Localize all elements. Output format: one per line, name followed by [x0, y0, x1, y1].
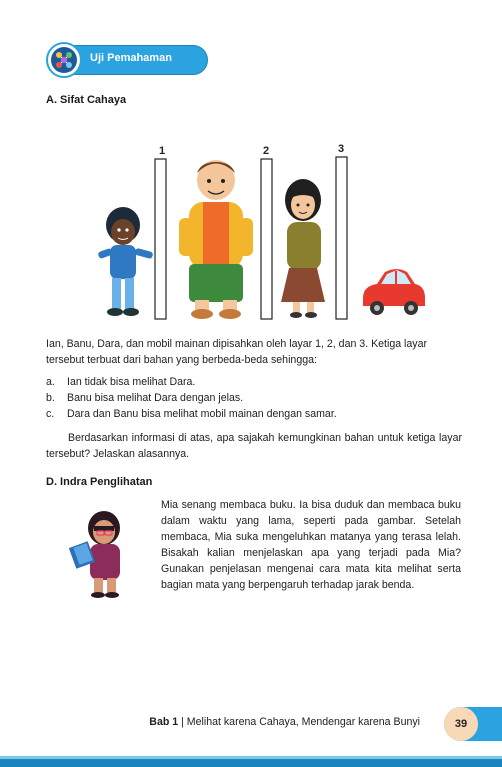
screen-2 [261, 159, 272, 319]
screen-1 [155, 159, 166, 319]
mia-reading-illustration [68, 508, 130, 598]
list-item [46, 374, 462, 390]
footer-chapter: Bab 1 [149, 716, 179, 728]
ian-figure [97, 207, 153, 316]
page-number: 39 [444, 707, 478, 741]
list-text: Ian tidak bisa melihat Dara. [67, 376, 196, 388]
heading-sifat-cahaya: A. Sifat Cahaya [46, 94, 127, 106]
footer-title: Melihat karena Cahaya, Mendengar karena Bunyi [186, 716, 420, 728]
list-text: Banu bisa melihat Dara dengan jelas. [67, 392, 244, 404]
dara-figure [281, 179, 325, 318]
toy-car [363, 269, 425, 315]
conditions-list [46, 374, 462, 422]
molecule-icon [46, 42, 82, 78]
heading-indra-penglihatan: D. Indra Penglihatan [46, 476, 153, 488]
question-paragraph: Berdasarkan informasi di atas, apa sajakah kemungkinan bahan untuk ketiga layar tersebut? Jelaskan alasannya. [46, 432, 462, 460]
footer-separator: | [178, 716, 187, 728]
screen-label-1: 1 [159, 145, 166, 157]
bottom-stripe [0, 759, 502, 767]
list-marker: b. [46, 392, 55, 404]
footer-chapter-title [149, 716, 420, 728]
screen-3 [336, 157, 347, 319]
banu-figure [179, 160, 253, 319]
screen-label-2: 2 [263, 145, 270, 157]
screen-label-3: 3 [338, 143, 345, 155]
list-text: Dara dan Banu bisa melihat mobil mainan dengan samar. [67, 408, 337, 420]
screens-illustration [85, 140, 430, 325]
section-title: Uji Pemahaman [90, 52, 172, 64]
list-item [46, 406, 462, 422]
list-marker: c. [46, 408, 55, 420]
mia-paragraph: Mia senang membaca buku. Ia bisa duduk dan membaca buku dalam waktu yang lama, seperti pada gambar. Setelah membaca, Mia suka mengeluhkan matanya yang terasa lelah. Bisakah kalian menjelaskan apa yang terjadi pada Mia? Gunakan penjelasan mengenai cara mata kita melihat serta bagian mata yang berpengaruh terhadap jarak benda. [161, 499, 461, 591]
list-item [46, 390, 462, 406]
intro-paragraph: Ian, Banu, Dara, dan mobil mainan dipisahkan oleh layar 1, 2, dan 3. Ketiga layar tersebut terbuat dari bahan yang berbeda-beda sehingga: [46, 338, 428, 366]
list-marker: a. [46, 376, 55, 388]
